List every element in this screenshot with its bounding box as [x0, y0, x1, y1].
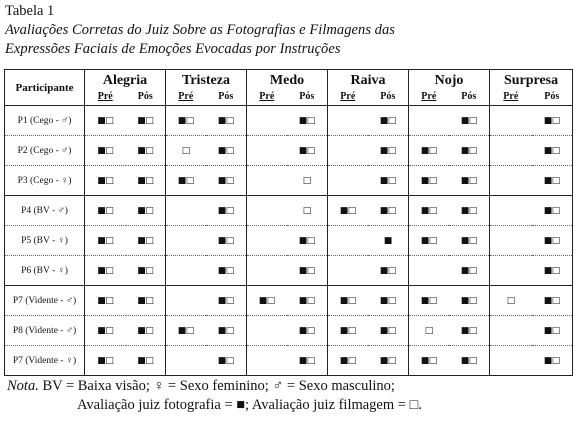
evaluation-cell: ■□: [287, 106, 328, 136]
evaluation-cell: ■□: [85, 286, 126, 316]
note-legend-abbreviations: BV = Baixa visão; ♀ = Sexo feminino; ♂ = Sexo masculino;: [42, 378, 395, 394]
evaluation-cell: [328, 256, 368, 286]
pos-header: Pós: [287, 91, 328, 106]
evaluation-cell: ■□: [532, 256, 573, 286]
evaluation-cell: ■□: [97, 115, 114, 126]
pre-header: Pré: [328, 91, 368, 106]
evaluation-cell: ■□: [287, 136, 328, 166]
evaluation-cell: [166, 346, 206, 376]
evaluation-cell: ■□: [247, 286, 287, 316]
table-row: [5, 286, 573, 316]
note-line-1: [7, 377, 573, 396]
evaluation-cell: □: [166, 136, 206, 166]
evaluation-cell: ■□: [449, 196, 490, 226]
evaluation-cell: [328, 166, 368, 196]
participant-cell: P3 (Cego - ♀): [5, 166, 85, 196]
evaluation-cell: ■□: [85, 316, 126, 346]
participant-cell: P7 (Vidente - ♀): [5, 346, 85, 376]
evaluation-cell: ■□: [85, 256, 126, 286]
evaluation-cell: ■□: [126, 106, 166, 136]
evaluation-cell: ■□: [368, 166, 409, 196]
table-row: [5, 106, 573, 136]
table-row: [5, 166, 573, 196]
evaluation-cell: ■□: [206, 346, 247, 376]
pos-header: Pós: [532, 91, 573, 106]
participant-cell: P5 (BV - ♀): [5, 226, 85, 256]
evaluation-cell: [328, 136, 368, 166]
evaluation-cell: ■□: [328, 316, 368, 346]
evaluation-cell: ■□: [206, 256, 247, 286]
emotion-header-raiva: Raiva: [328, 70, 409, 92]
evaluation-cell: ■□: [449, 166, 490, 196]
evaluation-cell: [247, 166, 287, 196]
pre-header: Pré: [247, 91, 287, 106]
evaluation-cell: [247, 106, 287, 136]
evaluation-cell: ■□: [126, 256, 166, 286]
evaluation-cell: [166, 196, 206, 226]
evaluation-cell: ■□: [287, 316, 328, 346]
evaluation-cell: [490, 226, 532, 256]
evaluation-cell: ■□: [85, 226, 126, 256]
evaluation-cell: □: [287, 196, 328, 226]
table-row: [5, 256, 573, 286]
table-note: [7, 377, 573, 415]
evaluation-cell: ■□: [287, 346, 328, 376]
table-row: [5, 196, 573, 226]
pre-pos-header-row: [5, 91, 573, 106]
evaluation-cell: ■□: [126, 166, 166, 196]
evaluation-cell: [490, 106, 532, 136]
evaluation-cell: ■□: [409, 286, 449, 316]
participant-header: Participante: [5, 70, 85, 106]
emotion-header-nojo: Nojo: [409, 70, 490, 92]
evaluation-cell: ■□: [177, 115, 194, 126]
evaluation-cell: ■□: [206, 106, 247, 136]
pre-header: Pré: [490, 91, 532, 106]
table-label: Tabela 1: [5, 3, 55, 19]
pos-header: Pós: [449, 91, 490, 106]
evaluation-cell: ■□: [532, 166, 573, 196]
evaluation-cell: ■□: [206, 316, 247, 346]
evaluation-cell: ■□: [126, 226, 166, 256]
table-row: [5, 136, 573, 166]
evaluation-cell: ■□: [449, 286, 490, 316]
pos-header: Pós: [368, 91, 409, 106]
evaluation-cell: [490, 136, 532, 166]
evaluation-cell: ■□: [409, 196, 449, 226]
evaluation-cell: ■□: [449, 136, 490, 166]
participant-cell: P7 (Vidente - ♂): [5, 286, 85, 316]
participant-cell: P8 (Vidente - ♂): [5, 316, 85, 346]
table-row: [5, 346, 573, 376]
evaluation-cell: ■□: [206, 166, 247, 196]
note-label: Nota.: [7, 378, 39, 394]
evaluation-cell: [409, 256, 449, 286]
evaluation-cell: [490, 316, 532, 346]
evaluation-cell: ■□: [449, 226, 490, 256]
emotion-header-medo: Medo: [247, 70, 328, 92]
evaluation-cell: [247, 256, 287, 286]
emotion-header-alegria: Alegria: [85, 70, 166, 92]
evaluation-cell: ■□: [287, 286, 328, 316]
evaluation-cell: [490, 256, 532, 286]
participant-cell: P1 (Cego - ♂): [5, 106, 85, 136]
evaluation-cell: [247, 136, 287, 166]
evaluation-cell: [247, 346, 287, 376]
evaluation-cell: ■□: [368, 136, 409, 166]
evaluation-cell: ■□: [126, 136, 166, 166]
evaluation-cell: [490, 166, 532, 196]
evaluation-cell: ■: [368, 226, 409, 256]
evaluation-cell: ■□: [206, 226, 247, 256]
participant-cell: P2 (Cego - ♂): [5, 136, 85, 166]
evaluation-cell: [490, 196, 532, 226]
evaluation-cell: ■□: [328, 286, 368, 316]
emotion-header-tristeza: Tristeza: [166, 70, 247, 92]
evaluation-cell: [247, 316, 287, 346]
table-title-line-2: Expressões Faciais de Emoções Evocadas por Instruções: [5, 41, 341, 57]
evaluation-cell: [490, 346, 532, 376]
emotion-header-row: [5, 70, 573, 92]
evaluation-cell: ■□: [328, 196, 368, 226]
evaluation-cell: ■□: [206, 286, 247, 316]
evaluation-cell: ■□: [532, 286, 573, 316]
evaluation-cell: □: [287, 166, 328, 196]
evaluation-cell: ■□: [368, 286, 409, 316]
evaluation-cell: ■□: [532, 346, 573, 376]
evaluation-cell: ■□: [532, 106, 573, 136]
evaluation-cell: ■□: [206, 136, 247, 166]
evaluation-cell: ■□: [368, 346, 409, 376]
evaluation-cell: ■□: [166, 316, 206, 346]
evaluation-cell: ■□: [287, 256, 328, 286]
table-caption: [5, 2, 571, 59]
evaluation-cell: ■□: [409, 166, 449, 196]
evaluation-cell: □: [409, 316, 449, 346]
evaluation-cell: ■□: [126, 196, 166, 226]
evaluation-cell: ■□: [532, 136, 573, 166]
note-legend-symbols: Avaliação juiz fotografia = ■; Avaliação juiz filmagem = □.: [77, 397, 422, 413]
evaluation-cell: ■□: [126, 286, 166, 316]
evaluation-cell: □: [490, 286, 532, 316]
pos-header: Pós: [126, 91, 166, 106]
evaluation-cell: ■□: [328, 346, 368, 376]
emotion-header-surpresa: Surpresa: [490, 70, 573, 92]
participant-cell: P4 (BV - ♂): [5, 196, 85, 226]
evaluation-cell: ■□: [206, 196, 247, 226]
evaluation-cell: [328, 226, 368, 256]
participant-cell: P6 (BV - ♀): [5, 256, 85, 286]
pre-header: Pré: [166, 91, 206, 106]
evaluation-cell: [166, 226, 206, 256]
pos-header: Pós: [206, 91, 247, 106]
pre-header: Pré: [409, 91, 449, 106]
evaluation-cell: [247, 196, 287, 226]
pre-header: Pré: [85, 91, 126, 106]
table-row: [5, 226, 573, 256]
evaluation-cell: ■□: [532, 196, 573, 226]
evaluation-cell: ■□: [449, 256, 490, 286]
evaluation-cell: ■□: [409, 226, 449, 256]
evaluation-cell: ■□: [449, 106, 490, 136]
evaluation-cell: ■□: [368, 196, 409, 226]
evaluation-cell: ■□: [287, 226, 328, 256]
evaluation-cell: ■□: [166, 166, 206, 196]
evaluation-cell: ■□: [368, 256, 409, 286]
evaluation-cell: ■□: [368, 106, 409, 136]
evaluation-cell: [166, 286, 206, 316]
results-table: [4, 69, 573, 376]
evaluation-cell: ■□: [126, 346, 166, 376]
evaluation-cell: ■□: [85, 136, 126, 166]
evaluation-cell: ■□: [532, 226, 573, 256]
table-title-line-1: Avaliações Corretas do Juiz Sobre as Fotografias e Filmagens das: [5, 22, 395, 38]
evaluation-cell: [166, 256, 206, 286]
evaluation-cell: ■□: [449, 316, 490, 346]
evaluation-cell: ■□: [126, 316, 166, 346]
evaluation-cell: [409, 106, 449, 136]
table-row: [5, 316, 573, 346]
evaluation-cell: ■□: [532, 316, 573, 346]
evaluation-cell: ■□: [85, 346, 126, 376]
evaluation-cell: ■□: [85, 166, 126, 196]
evaluation-cell: ■□: [449, 346, 490, 376]
evaluation-cell: ■□: [85, 196, 126, 226]
evaluation-cell: [247, 226, 287, 256]
evaluation-cell: ■□: [409, 136, 449, 166]
evaluation-cell: ■□: [368, 316, 409, 346]
evaluation-cell: ■□: [409, 346, 449, 376]
evaluation-cell: [328, 106, 368, 136]
